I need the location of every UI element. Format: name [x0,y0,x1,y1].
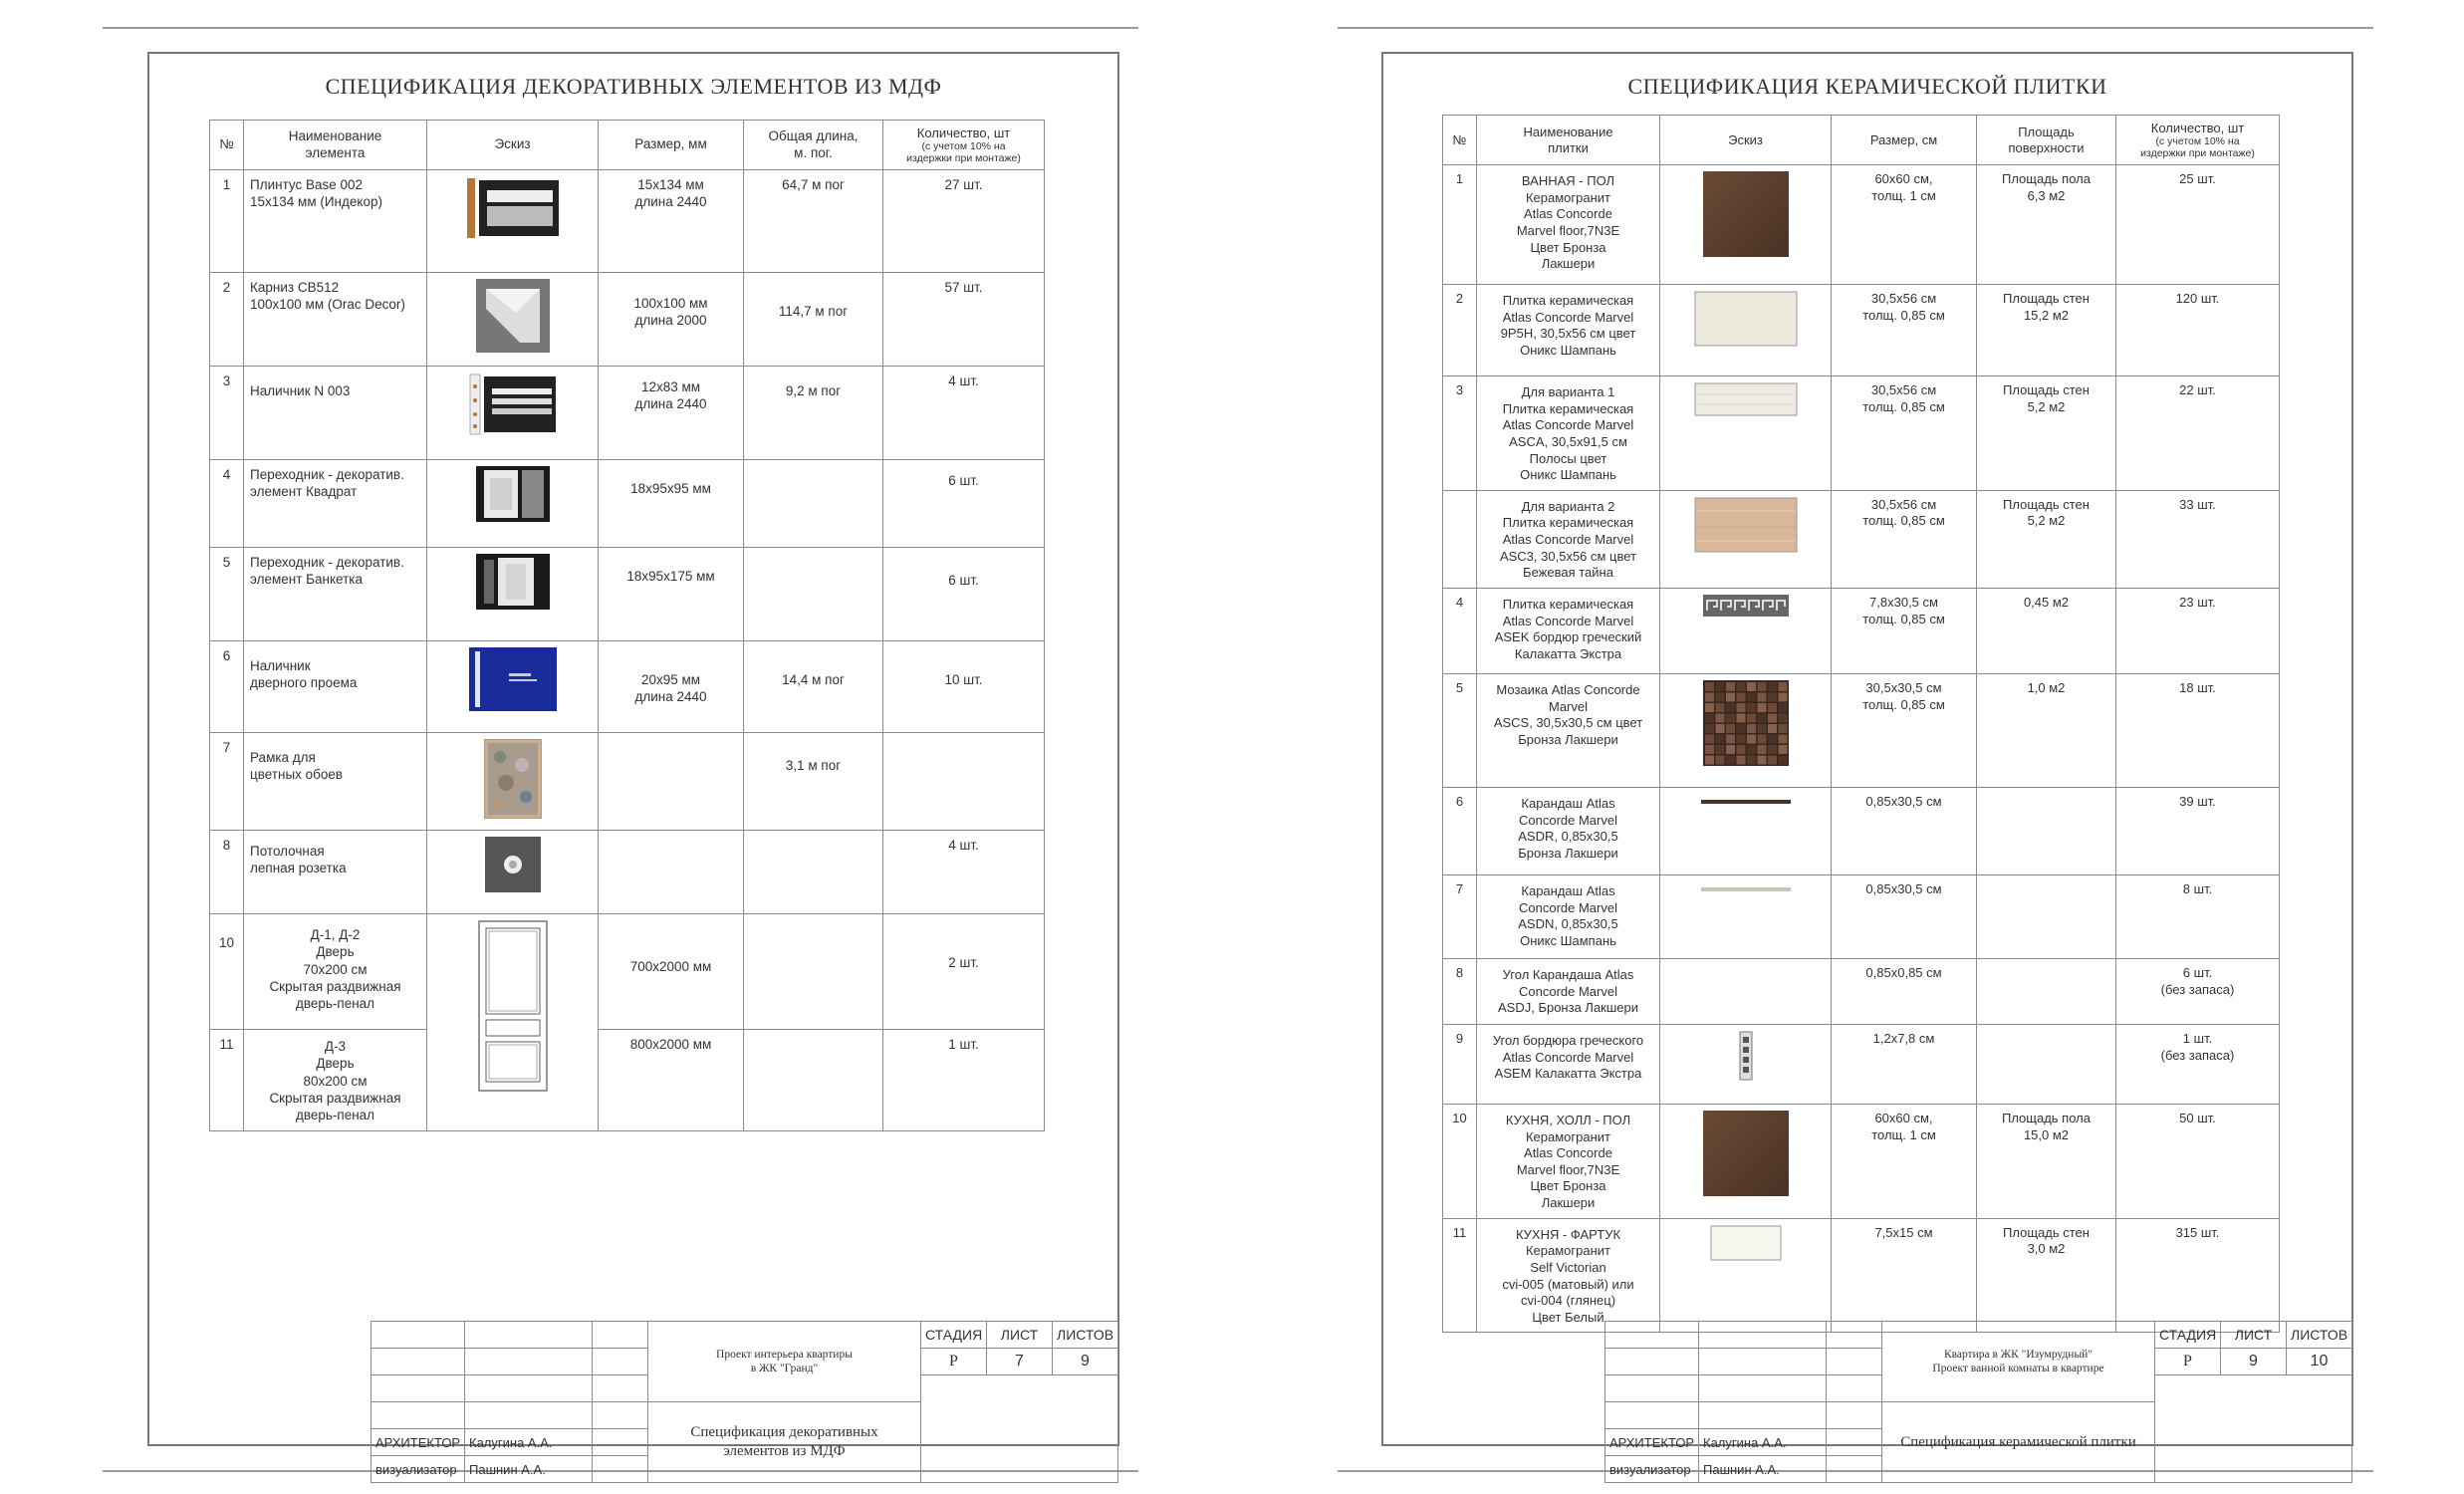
row-size: 100x100 мм длина 2000 [599,273,744,367]
door-casing-sketch-icon [469,647,557,711]
row-size: 7,5x15 см [1832,1218,1977,1333]
tb-project: Проект интерьера квартиры в ЖК "Гранд" [648,1322,921,1402]
sketch-stripes [1660,376,1832,491]
tb-stage-header: СТАДИЯ [921,1322,987,1349]
table-row [1443,285,2280,376]
tb-cell [921,1375,1118,1483]
row-size: 60x60 см, толщ. 1 см [1832,1104,1977,1218]
col-header-num: № [1443,116,1477,165]
sheet-title-ceramic: СПЕЦИФИКАЦИЯ КЕРАМИЧЕСКОЙ ПЛИТКИ [1627,74,2107,99]
col-header-size: Размер, см [1832,116,1977,165]
row-num: 5 [1443,673,1477,787]
row-name: Карандаш Atlas Concorde Marvel ASDN, 0,85x30,5 Оникс Шампань [1477,874,1660,958]
row-num [1443,490,1477,588]
top-rule-right [1338,27,2373,29]
row-qty: 6 шт. [883,548,1045,641]
row-size: 18x95x95 мм [599,460,744,548]
tb-cell [1827,1322,1882,1349]
table-row [210,831,1045,914]
row-name: Угол Карандаша Atlas Concorde Marvel ASDJ, Бронза Лакшери [1477,958,1660,1024]
row-area: Площадь пола 6,3 м2 [1977,165,2116,285]
row-area: Площадь стен 15,2 м2 [1977,285,2116,376]
row-length: 3,1 м пог [744,733,883,831]
tb-cell [1827,1375,1882,1402]
row-name: Плинтус Base 002 15x134 мм (Индекор) [244,170,427,273]
ceramic-spec-table [1442,115,2280,1333]
row-name: Потолочная лепная розетка [244,831,427,914]
tb-sheets: 10 [2287,1349,2352,1375]
sketch-greek [1660,588,1832,673]
table-row [210,170,1045,273]
row-size: 30,5x30,5 см толщ. 0,85 см [1832,673,1977,787]
row-num: 6 [210,641,244,733]
row-name: ВАННАЯ - ПОЛ Керамогранит Atlas Concorde Marvel floor,7N3E Цвет Бронза Лакшери [1477,165,1660,285]
table-row [1443,1218,2280,1333]
row-area [1977,874,2116,958]
tb-person-architect: Калугина А.А. [465,1429,593,1456]
row-name: Наличник N 003 [244,367,427,460]
sketch-pencil-dark [1660,787,1832,874]
row-area [1977,1024,2116,1104]
stripes-tile-sketch-icon [1694,382,1798,416]
row-name: КУХНЯ - ФАРТУК Керамогранит Self Victorian cvi-005 (матовый) или cvi-004 (глянец) Цвет Белый [1477,1218,1660,1333]
row-num: 2 [1443,285,1477,376]
row-qty: 57 шт. [883,273,1045,367]
tb-cell [1605,1349,1699,1375]
row-num: 8 [1443,958,1477,1024]
row-length: 64,7 м пог [744,170,883,273]
tb-description: Спецификация керамической плитки [1882,1402,2155,1483]
tb-project: Квартира в ЖК "Изумрудный" Проект ванной комнаты в квартире [1882,1322,2155,1402]
row-qty: 315 шт. [2116,1218,2280,1333]
pencil-onyx-sketch-icon [1701,886,1791,892]
row-num: 11 [210,1030,244,1131]
tb-sheets-header: ЛИСТОВ [2287,1322,2352,1349]
sketch-door [427,914,599,1131]
sketch-bronze [1660,165,1832,285]
row-size: 800x2000 мм [599,1030,744,1131]
mdf-spec-table [209,120,1045,1131]
table-row [1443,1024,2280,1104]
row-size: 20x95 мм длина 2440 [599,641,744,733]
row-size: 0,85x30,5 см [1832,787,1977,874]
beige-tile-sketch-icon [1694,497,1798,553]
row-num: 11 [1443,1218,1477,1333]
row-area: 1,0 м2 [1977,673,2116,787]
row-qty: 1 шт. (без запаса) [2116,1024,2280,1104]
table-row [1443,787,2280,874]
row-length [744,460,883,548]
tb-sheets-header: ЛИСТОВ [1053,1322,1118,1349]
sketch-banquette [427,548,599,641]
sketch-casing [427,367,599,460]
tb-description: Спецификация декоративных элементов из МДФ [648,1402,921,1483]
row-size: 12x83 мм длина 2440 [599,367,744,460]
tb-cell [593,1349,648,1375]
table-row [210,914,1045,1030]
table-row [1443,673,2280,787]
tb-sheet-header: ЛИСТ [987,1322,1053,1349]
tb-cell [465,1402,593,1429]
row-size: 0,85x0,85 см [1832,958,1977,1024]
table-row [1443,588,2280,673]
tb-person-architect: Калугина А.А. [1699,1429,1827,1456]
row-name: Переходник - декоратив. элемент Банкетка [244,548,427,641]
row-length [744,548,883,641]
mosaic-tile-sketch-icon [1703,680,1789,766]
ceiling-rosette-sketch-icon [485,837,541,892]
row-qty: 8 шт. [2116,874,2280,958]
table-row [210,367,1045,460]
tb-role-architect: АРХИТЕКТОР [1605,1429,1699,1456]
tb-cell [465,1322,593,1349]
table-row [210,548,1045,641]
sketch-white [1660,1218,1832,1333]
row-length [744,1030,883,1131]
row-size: 30,5x56 см толщ. 0,85 см [1832,376,1977,491]
row-num: 9 [1443,1024,1477,1104]
row-length: 114,7 м пог [744,273,883,367]
tb-role-architect: АРХИТЕКТОР [371,1429,465,1456]
tb-person-visualizer: Пашнин А.А. [465,1456,593,1483]
table-row [210,641,1045,733]
tb-cell [1827,1402,1882,1429]
banquette-element-sketch-icon [476,554,550,610]
row-qty: 50 шт. [2116,1104,2280,1218]
table-row [1443,490,2280,588]
table-row [210,733,1045,831]
row-qty: 4 шт. [883,367,1045,460]
col-header-sketch: Эскиз [1660,116,1832,165]
table-header-row [1443,116,2280,165]
col-header-size: Размер, мм [599,121,744,170]
tb-cell [371,1402,465,1429]
row-num: 7 [1443,874,1477,958]
onyx-tile-sketch-icon [1694,291,1798,347]
sketch-corner [1660,1024,1832,1104]
row-length: 9,2 м пог [744,367,883,460]
row-qty: 6 шт. [883,460,1045,548]
row-size: 18x95x175 мм [599,548,744,641]
tb-cell [593,1322,648,1349]
sketch-empty [1660,958,1832,1024]
col-header-area: Площадь поверхности [1977,116,2116,165]
tb-cell [1605,1402,1699,1429]
row-size: 15x134 мм длина 2440 [599,170,744,273]
sketch-rosette [427,831,599,914]
tb-cell [371,1322,465,1349]
row-qty: 23 шт. [2116,588,2280,673]
row-size: 700x2000 мм [599,914,744,1030]
row-name: Рамка для цветных обоев [244,733,427,831]
col-header-qty-label: Количество, шт [916,124,1011,140]
row-name: Для варианта 1 Плитка керамическая Atlas Concorde Marvel ASCA, 30,5x91,5 см Полосы цвет Оникс Шампань [1477,376,1660,491]
tb-cell [1827,1456,1882,1483]
sketch-baseboard [427,170,599,273]
row-qty: 2 шт. [883,914,1045,1030]
table-row [1443,958,2280,1024]
row-qty: 10 шт. [883,641,1045,733]
row-num: 4 [1443,588,1477,673]
col-header-qty [883,121,1045,170]
col-header-num: № [210,121,244,170]
door-sketch-icon [478,920,548,1092]
row-qty: 39 шт. [2116,787,2280,874]
tb-cell [1605,1375,1699,1402]
sketch-frame [427,733,599,831]
row-name: Д-1, Д-2 Дверь 70x200 см Скрытая раздвижная дверь-пенал [244,914,427,1030]
sketch-beige [1660,490,1832,588]
bronze-tile-sketch-icon [1703,171,1789,257]
tb-cell [371,1349,465,1375]
tb-cell [593,1402,648,1429]
baseboard-sketch-icon [465,176,561,240]
row-name: КУХНЯ, ХОЛЛ - ПОЛ Керамогранит Atlas Concorde Marvel floor,7N3E Цвет Бронза Лакшери [1477,1104,1660,1218]
row-size [599,733,744,831]
tb-cell [1699,1349,1827,1375]
casing-sketch-icon [468,373,558,436]
greek-border-sketch-icon [1703,595,1789,617]
tb-cell [465,1375,593,1402]
row-area: 0,45 м2 [1977,588,2116,673]
tb-sheet: 9 [2221,1349,2287,1375]
row-qty [883,733,1045,831]
row-name: Плитка керамическая Atlas Concorde Marvel ASEK бордюр греческий Калакатта Экстра [1477,588,1660,673]
row-name: Угол бордюра греческого Atlas Concorde Marvel ASEM Калакатта Экстра [1477,1024,1660,1104]
row-area [1977,958,2116,1024]
row-qty: 27 шт. [883,170,1045,273]
row-num: 10 [210,914,244,1030]
tb-cell [1827,1429,1882,1456]
row-area: Площадь стен 3,0 м2 [1977,1218,2116,1333]
tb-role-visualizer: визуализатор [1605,1456,1699,1483]
table-row [210,1030,1045,1131]
row-length: 14,4 м пог [744,641,883,733]
tb-cell [1827,1349,1882,1375]
tb-cell [2155,1375,2352,1483]
sketch-blue [427,641,599,733]
row-size: 7,8x30,5 см толщ. 0,85 см [1832,588,1977,673]
tb-cell [371,1375,465,1402]
row-length [744,831,883,914]
tb-sheet: 7 [987,1349,1053,1375]
col-header-qty-note: (с учетом 10% на издержки при монтаже) [2140,135,2255,160]
tb-cell [465,1349,593,1375]
table-header-row [210,121,1045,170]
tb-cell [593,1456,648,1483]
table-row [210,460,1045,548]
greek-corner-sketch-icon [1739,1031,1753,1081]
row-num: 1 [210,170,244,273]
col-header-name: Наименование элемента [244,121,427,170]
table-row [1443,165,2280,285]
tb-sheet-header: ЛИСТ [2221,1322,2287,1349]
sketch-bronze [1660,1104,1832,1218]
white-tile-sketch-icon [1710,1225,1782,1261]
row-num: 5 [210,548,244,641]
row-size: 30,5x56 см толщ. 0,85 см [1832,285,1977,376]
row-size: 60x60 см, толщ. 1 см [1832,165,1977,285]
tb-stage-header: СТАДИЯ [2155,1322,2221,1349]
row-area: Площадь пола 15,0 м2 [1977,1104,2116,1218]
row-qty: 18 шт. [2116,673,2280,787]
title-block-mdf [370,1321,1118,1483]
wallpaper-frame-sketch-icon [484,739,542,819]
table-row [1443,376,2280,491]
tb-cell [1605,1322,1699,1349]
row-num: 3 [210,367,244,460]
bronze-tile-sketch-icon [1703,1111,1789,1196]
col-header-qty [2116,116,2280,165]
row-qty: 22 шт. [2116,376,2280,491]
table-row [210,273,1045,367]
tb-cell [1699,1402,1827,1429]
row-name: Переходник - декоратив. элемент Квадрат [244,460,427,548]
title-block-ceramic [1604,1321,2352,1483]
row-size: 0,85x30,5 см [1832,874,1977,958]
row-qty: 1 шт. [883,1030,1045,1131]
sketch-square [427,460,599,548]
tb-cell [593,1429,648,1456]
row-area: Площадь стен 5,2 м2 [1977,490,2116,588]
row-qty: 4 шт. [883,831,1045,914]
tb-person-visualizer: Пашнин А.А. [1699,1456,1827,1483]
sketch-mosaic [1660,673,1832,787]
tb-stage: Р [2155,1349,2221,1375]
row-name: Карниз CB512 100x100 мм (Orac Decor) [244,273,427,367]
cornice-sketch-icon [476,279,550,353]
sketch-onyx [1660,285,1832,376]
tb-role-visualizer: визуализатор [371,1456,465,1483]
tb-cell [1699,1322,1827,1349]
row-name: Для варианта 2 Плитка керамическая Atlas Concorde Marvel ASC3, 30,5x56 см цвет Бежевая тайна [1477,490,1660,588]
row-qty: 120 шт. [2116,285,2280,376]
row-qty: 25 шт. [2116,165,2280,285]
row-name: Плитка керамическая Atlas Concorde Marvel 9P5H, 30,5x56 см цвет Оникс Шампань [1477,285,1660,376]
sketch-pencil-light [1660,874,1832,958]
row-num: 7 [210,733,244,831]
col-header-qty-label: Количество, шт [2150,120,2245,135]
row-num: 8 [210,831,244,914]
square-element-sketch-icon [476,466,550,522]
row-name: Наличник дверного проема [244,641,427,733]
tb-cell [1699,1375,1827,1402]
row-name: Д-3 Дверь 80x200 см Скрытая раздвижная дверь-пенал [244,1030,427,1131]
row-num: 3 [1443,376,1477,491]
row-qty: 6 шт. (без запаса) [2116,958,2280,1024]
row-num: 1 [1443,165,1477,285]
row-qty: 33 шт. [2116,490,2280,588]
row-area [1977,787,2116,874]
row-name: Карандаш Atlas Concorde Marvel ASDR, 0,85x30,5 Бронза Лакшери [1477,787,1660,874]
sketch-cornice [427,273,599,367]
table-row [1443,1104,2280,1218]
row-size: 30,5x56 см толщ. 0,85 см [1832,490,1977,588]
row-num: 6 [1443,787,1477,874]
row-num: 10 [1443,1104,1477,1218]
pencil-bronze-sketch-icon [1701,799,1791,805]
tb-sheets: 9 [1053,1349,1118,1375]
row-num: 4 [210,460,244,548]
row-size [599,831,744,914]
col-header-length: Общая длина, м. пог. [744,121,883,170]
top-rule-left [103,27,1138,29]
tb-stage: Р [921,1349,987,1375]
col-header-name: Наименование плитки [1477,116,1660,165]
col-header-sketch: Эскиз [427,121,599,170]
row-num: 2 [210,273,244,367]
tb-cell [593,1375,648,1402]
row-area: Площадь стен 5,2 м2 [1977,376,2116,491]
row-length [744,914,883,1030]
row-size: 1,2x7,8 см [1832,1024,1977,1104]
sheet-title-mdf: СПЕЦИФИКАЦИЯ ДЕКОРАТИВНЫХ ЭЛЕМЕНТОВ ИЗ МДФ [325,74,942,99]
col-header-qty-note: (с учетом 10% на издержки при монтаже) [906,140,1021,165]
table-row [1443,874,2280,958]
row-name: Мозаика Atlas Concorde Marvel ASCS, 30,5x30,5 см цвет Бронза Лакшери [1477,673,1660,787]
